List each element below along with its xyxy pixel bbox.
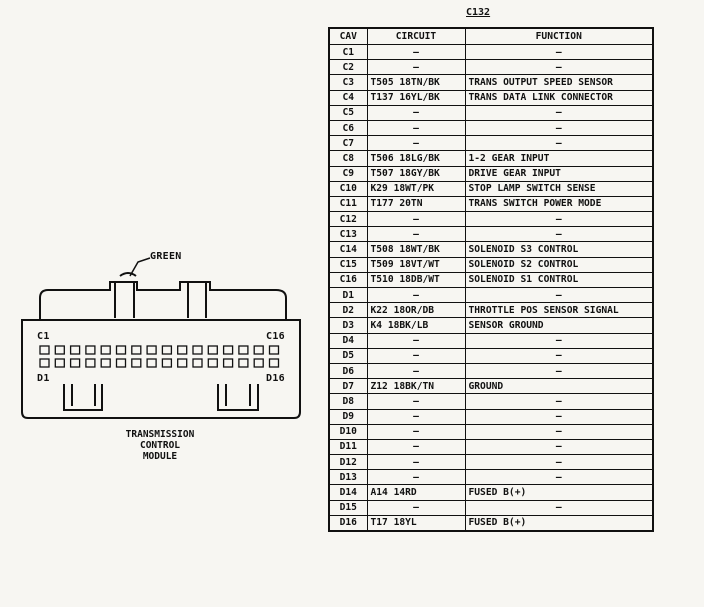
cell-cav: C3	[329, 75, 367, 90]
cell-cav: D8	[329, 394, 367, 409]
cell-cav: D4	[329, 333, 367, 348]
cell-function: —	[465, 470, 653, 485]
cell-circuit: —	[367, 439, 465, 454]
cell-cav: D13	[329, 470, 367, 485]
cavity-square	[270, 359, 279, 367]
cell-circuit: T506 18LG/BK	[367, 151, 465, 166]
cell-function: —	[465, 348, 653, 363]
cavity-square	[224, 359, 233, 367]
table-row	[329, 120, 653, 135]
cavity-square	[132, 359, 141, 367]
cell-function: FUSED B(+)	[465, 515, 653, 531]
cell-circuit: T509 18VT/WT	[367, 257, 465, 272]
table-row	[329, 318, 653, 333]
cell-function: —	[465, 136, 653, 151]
cavity-square	[117, 359, 126, 367]
cell-circuit: —	[367, 363, 465, 378]
cavity-square	[101, 346, 110, 354]
cell-function: —	[465, 227, 653, 242]
table-row	[329, 45, 653, 60]
table-row	[329, 379, 653, 394]
cell-function: —	[465, 60, 653, 75]
cell-circuit: —	[367, 470, 465, 485]
cell-function: FUSED B(+)	[465, 485, 653, 500]
cavity-square	[117, 346, 126, 354]
cell-cav: C10	[329, 181, 367, 196]
cavity-square	[193, 346, 202, 354]
table-row	[329, 409, 653, 424]
cavity-square	[254, 346, 263, 354]
cavity-square	[162, 346, 171, 354]
cavity-square	[71, 359, 80, 367]
cell-cav: D10	[329, 424, 367, 439]
cell-circuit: —	[367, 455, 465, 470]
cell-cav: C2	[329, 60, 367, 75]
cell-circuit: T505 18TN/BK	[367, 75, 465, 90]
cell-circuit: —	[367, 409, 465, 424]
cavity-square	[178, 359, 187, 367]
module-caption	[95, 429, 225, 462]
cell-cav: C9	[329, 166, 367, 181]
cell-cav: D1	[329, 288, 367, 303]
table-row	[329, 455, 653, 470]
table-row	[329, 166, 653, 181]
cell-cav: D12	[329, 455, 367, 470]
cell-function: TRANS OUTPUT SPEED SENSOR	[465, 75, 653, 90]
table-row	[329, 424, 653, 439]
cell-cav: C1	[329, 45, 367, 60]
cell-cav: D6	[329, 363, 367, 378]
cell-cav: C7	[329, 136, 367, 151]
cell-circuit: —	[367, 212, 465, 227]
cell-function: —	[465, 105, 653, 120]
cell-function: SOLENOID S3 CONTROL	[465, 242, 653, 257]
cavity-square	[55, 346, 64, 354]
cavity-square	[239, 359, 248, 367]
cell-circuit: —	[367, 45, 465, 60]
cell-cav: C12	[329, 212, 367, 227]
header-function: FUNCTION	[465, 28, 653, 45]
table-row	[329, 242, 653, 257]
table-row	[329, 500, 653, 515]
cavity-square	[147, 359, 156, 367]
cell-circuit: T510 18DB/WT	[367, 272, 465, 287]
pinout-table	[328, 27, 654, 532]
cavity-square	[208, 359, 217, 367]
table-row	[329, 333, 653, 348]
cell-function: —	[465, 45, 653, 60]
cell-circuit: T137 16YL/BK	[367, 90, 465, 105]
cell-cav: C6	[329, 120, 367, 135]
table-row	[329, 303, 653, 318]
cell-circuit: —	[367, 136, 465, 151]
cell-function: —	[465, 500, 653, 515]
cell-function: SOLENOID S1 CONTROL	[465, 272, 653, 287]
cell-cav: D9	[329, 409, 367, 424]
pin-label-d16: D16	[266, 373, 285, 384]
cavity-square	[40, 359, 49, 367]
cell-cav: D7	[329, 379, 367, 394]
table-row	[329, 288, 653, 303]
cell-circuit: —	[367, 227, 465, 242]
table-row	[329, 272, 653, 287]
cavity-grid	[40, 346, 279, 367]
cell-cav: D2	[329, 303, 367, 318]
pin-label-c16: C16	[266, 331, 285, 342]
cell-function: —	[465, 424, 653, 439]
header-circuit: CIRCUIT	[367, 28, 465, 45]
cavity-square	[55, 359, 64, 367]
cell-circuit: —	[367, 333, 465, 348]
cell-circuit: —	[367, 105, 465, 120]
table-row	[329, 75, 653, 90]
connector-face-drawing	[0, 0, 320, 607]
connector-id: C132	[466, 7, 491, 18]
cell-function: GROUND	[465, 379, 653, 394]
table-row	[329, 394, 653, 409]
cell-circuit: —	[367, 424, 465, 439]
cell-function: TRANS DATA LINK CONNECTOR	[465, 90, 653, 105]
cell-cav: C14	[329, 242, 367, 257]
cell-circuit: A14 14RD	[367, 485, 465, 500]
cavity-square	[86, 359, 95, 367]
cavity-square	[254, 359, 263, 367]
cavity-square	[208, 346, 217, 354]
cell-circuit: K22 18OR/DB	[367, 303, 465, 318]
connector-diagram	[0, 0, 320, 607]
cell-function: —	[465, 363, 653, 378]
table-row	[329, 348, 653, 363]
cell-cav: C5	[329, 105, 367, 120]
cell-circuit: —	[367, 288, 465, 303]
cell-circuit: —	[367, 500, 465, 515]
table-row	[329, 485, 653, 500]
cell-function: TRANS SWITCH POWER MODE	[465, 196, 653, 211]
cavity-square	[132, 346, 141, 354]
cell-function: —	[465, 212, 653, 227]
cavity-square	[224, 346, 233, 354]
cavity-square	[40, 346, 49, 354]
cell-function: —	[465, 409, 653, 424]
cell-circuit: —	[367, 348, 465, 363]
cell-cav: C16	[329, 272, 367, 287]
cavity-square	[270, 346, 279, 354]
cell-circuit: —	[367, 394, 465, 409]
cell-function: THROTTLE POS SENSOR SIGNAL	[465, 303, 653, 318]
table-header-row	[329, 28, 653, 45]
cell-cav: C8	[329, 151, 367, 166]
table-row	[329, 60, 653, 75]
table-row	[329, 105, 653, 120]
pinout-table-body	[329, 45, 653, 532]
cell-cav: C15	[329, 257, 367, 272]
table-row	[329, 196, 653, 211]
table-row	[329, 470, 653, 485]
cavity-square	[178, 346, 187, 354]
cell-function: —	[465, 439, 653, 454]
cavity-square	[71, 346, 80, 354]
table-row	[329, 227, 653, 242]
pin-label-d1: D1	[37, 373, 50, 384]
cell-circuit: T508 18WT/BK	[367, 242, 465, 257]
wire-color-label: GREEN	[150, 251, 182, 262]
cell-circuit: T507 18GY/BK	[367, 166, 465, 181]
cell-cav: D5	[329, 348, 367, 363]
cavity-square	[86, 346, 95, 354]
header-cav: CAV	[329, 28, 367, 45]
cell-circuit: T17 18YL	[367, 515, 465, 531]
cell-function: SENSOR GROUND	[465, 318, 653, 333]
cell-function: 1-2 GEAR INPUT	[465, 151, 653, 166]
table-row	[329, 439, 653, 454]
table-row	[329, 181, 653, 196]
table-row	[329, 136, 653, 151]
cell-circuit: Z12 18BK/TN	[367, 379, 465, 394]
cell-cav: D11	[329, 439, 367, 454]
cavity-square	[239, 346, 248, 354]
module-caption-line: MODULE	[142, 451, 178, 462]
cell-function: —	[465, 333, 653, 348]
table-row	[329, 151, 653, 166]
module-caption-line: CONTROL	[139, 440, 181, 451]
cell-circuit: —	[367, 60, 465, 75]
cell-cav: C11	[329, 196, 367, 211]
table-row	[329, 90, 653, 105]
cell-circuit: K4 18BK/LB	[367, 318, 465, 333]
cavity-square	[193, 359, 202, 367]
cell-function: —	[465, 288, 653, 303]
cell-function: DRIVE GEAR INPUT	[465, 166, 653, 181]
cell-circuit: —	[367, 120, 465, 135]
cavity-square	[147, 346, 156, 354]
table-row	[329, 515, 653, 531]
cell-cav: D14	[329, 485, 367, 500]
table-row	[329, 257, 653, 272]
cell-cav: D3	[329, 318, 367, 333]
cell-function: —	[465, 455, 653, 470]
cell-cav: C13	[329, 227, 367, 242]
cell-function: —	[465, 394, 653, 409]
cell-cav: D15	[329, 500, 367, 515]
cell-cav: C4	[329, 90, 367, 105]
cell-circuit: K29 18WT/PK	[367, 181, 465, 196]
cell-function: —	[465, 120, 653, 135]
table-row	[329, 363, 653, 378]
cavity-square	[101, 359, 110, 367]
pin-label-c1: C1	[37, 331, 50, 342]
cell-cav: D16	[329, 515, 367, 531]
cell-circuit: T177 20TN	[367, 196, 465, 211]
cell-function: STOP LAMP SWITCH SENSE	[465, 181, 653, 196]
table-row	[329, 212, 653, 227]
cell-function: SOLENOID S2 CONTROL	[465, 257, 653, 272]
cavity-square	[162, 359, 171, 367]
module-caption-line: TRANSMISSION	[125, 429, 195, 440]
